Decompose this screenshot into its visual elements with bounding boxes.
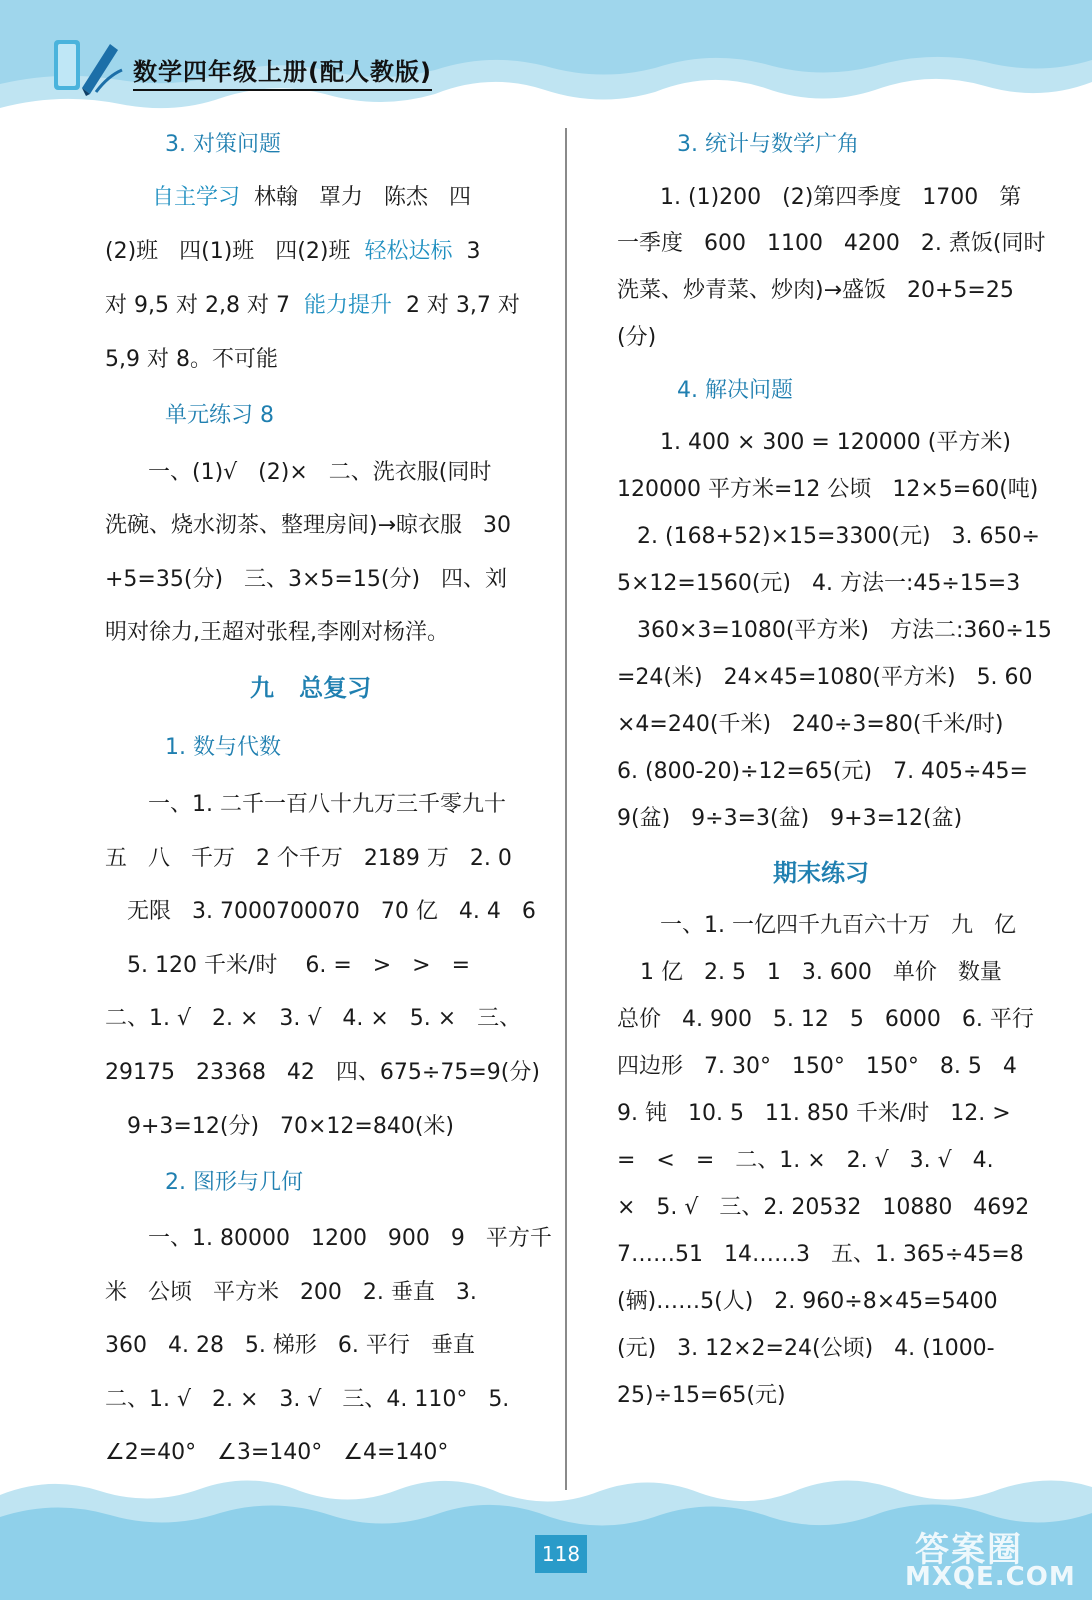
section-title-strategy: 3. 对策问题 xyxy=(165,132,281,157)
text-line: (辆)……5(人) 2. 960÷8×45=5400 xyxy=(617,1289,998,1314)
text-line: 5,9 对 8。不可能 xyxy=(105,347,278,372)
chapter-title: 九 总复习 xyxy=(250,674,372,702)
text-line: 1 亿 2. 5 1 3. 600 单价 数量 xyxy=(640,960,1002,985)
text-line: 一季度 600 1100 4200 2. 煮饭(同时 xyxy=(617,231,1046,256)
text-line: 5×12=1560(元) 4. 方法一:45÷15=3 xyxy=(617,571,1021,596)
unit-practice-title: 单元练习 8 xyxy=(165,403,274,428)
text-span: 3 xyxy=(452,239,481,264)
text-line: 一、1. 80000 1200 900 9 平方千 xyxy=(148,1226,552,1251)
text-line: 1. 400 × 300 = 120000 (平方米) xyxy=(660,430,1011,455)
text-line: +5=35(分) 三、3×5=15(分) 四、刘 xyxy=(105,567,508,592)
text-line: 5. 120 千米/时 6. = > > = xyxy=(127,953,471,978)
book-pen-logo-icon xyxy=(48,30,128,100)
section-title-number-algebra: 1. 数与代数 xyxy=(165,735,281,760)
final-practice-title: 期末练习 xyxy=(773,859,869,887)
text-line: 1. (1)200 (2)第四季度 1700 第 xyxy=(660,185,1022,210)
column-divider xyxy=(565,128,567,1490)
section-title-problem-solving: 4. 解决问题 xyxy=(677,378,793,403)
text-line: 9. 钝 10. 5 11. 850 千米/时 12. > xyxy=(617,1101,1011,1126)
keyword-ability-boost: 能力提升 xyxy=(303,293,392,318)
page-number: 118 xyxy=(535,1535,587,1573)
keyword-self-study: 自主学习 xyxy=(152,185,241,210)
text-line: 洗碗、烧水沏茶、整理房间)→晾衣服 30 xyxy=(105,513,511,538)
text-line: (分) xyxy=(617,325,657,350)
text-line: × 5. √ 三、2. 20532 10880 4692 xyxy=(617,1195,1030,1220)
text-line: =24(米) 24×45=1080(平方米) 5. 60 xyxy=(617,665,1033,690)
text-line: 一、(1)√ (2)× 二、洗衣服(同时 xyxy=(148,460,492,485)
text-line: (元) 3. 12×2=24(公顷) 4. (1000- xyxy=(617,1336,995,1361)
text-line xyxy=(152,183,471,213)
text-line: 无限 3. 7000700070 70 亿 4. 4 6 xyxy=(127,899,536,924)
text-line: 二、1. √ 2. × 3. √ 4. × 5. × 三、 xyxy=(105,1006,522,1031)
watermark-url: MXQE.COM xyxy=(905,1562,1076,1592)
keyword-easy-target: 轻松达标 xyxy=(364,239,453,264)
text-line: 米 公顷 平方米 200 2. 垂直 3. xyxy=(105,1280,477,1305)
text-line: 29175 23368 42 四、675÷75=9(分) xyxy=(105,1060,540,1085)
text-line: 7……51 14……3 五、1. 365÷45=8 xyxy=(617,1242,1024,1267)
text-line: 二、1. √ 2. × 3. √ 三、4. 110° 5. xyxy=(105,1387,510,1412)
text-line: 6. (800-20)÷12=65(元) 7. 405÷45= xyxy=(617,759,1028,784)
text-line: 120000 平方米=12 公顷 12×5=60(吨) xyxy=(617,477,1039,502)
text-span: (2)班 四(1)班 四(2)班 xyxy=(105,239,365,264)
text-span: 林翰 罩力 陈杰 四 xyxy=(240,185,471,210)
text-span: 对 9,5 对 2,8 对 7 xyxy=(105,293,304,318)
text-line: = < = 二、1. × 2. √ 3. √ 4. xyxy=(617,1148,994,1173)
text-line: 明对徐力,王超对张程,李刚对杨洋。 xyxy=(105,620,449,645)
text-line: 五 八 千万 2 个千万 2189 万 2. 0 xyxy=(105,846,512,871)
text-line: ×4=240(千米) 240÷3=80(千米/时) xyxy=(617,712,1004,737)
text-span: 2 对 3,7 对 xyxy=(391,293,520,318)
section-title-statistics: 3. 统计与数学广角 xyxy=(677,132,859,157)
site-watermark xyxy=(905,1522,1085,1592)
text-line: 25)÷15=65(元) xyxy=(617,1383,786,1408)
section-title-geometry: 2. 图形与几何 xyxy=(165,1170,303,1195)
text-line: ∠2=40° ∠3=140° ∠4=140° xyxy=(105,1440,449,1465)
text-line: 360×3=1080(平方米) 方法二:360÷15 xyxy=(637,618,1052,643)
text-line: 总价 4. 900 5. 12 5 6000 6. 平行 xyxy=(617,1007,1034,1032)
text-line: 洗菜、炒青菜、炒肉)→盛饭 20+5=25 xyxy=(617,278,1014,303)
text-line: 一、1. 二千一百八十九万三千零九十 xyxy=(148,792,506,817)
text-line xyxy=(105,291,520,321)
text-line: 一、1. 一亿四千九百六十万 九 亿 xyxy=(660,913,1016,938)
text-line xyxy=(105,237,480,267)
book-title: 数学四年级上册(配人教版) xyxy=(133,52,432,91)
text-line: 9(盆) 9÷3=3(盆) 9+3=12(盆) xyxy=(617,806,963,831)
text-line: 9+3=12(分) 70×12=840(米) xyxy=(127,1114,455,1139)
text-line: 四边形 7. 30° 150° 150° 8. 5 4 xyxy=(617,1054,1017,1079)
watermark-logo-text: 答案圈 xyxy=(915,1530,1023,1570)
text-line: 2. (168+52)×15=3300(元) 3. 650÷ xyxy=(637,524,1040,549)
text-line: 360 4. 28 5. 梯形 6. 平行 垂直 xyxy=(105,1333,475,1358)
